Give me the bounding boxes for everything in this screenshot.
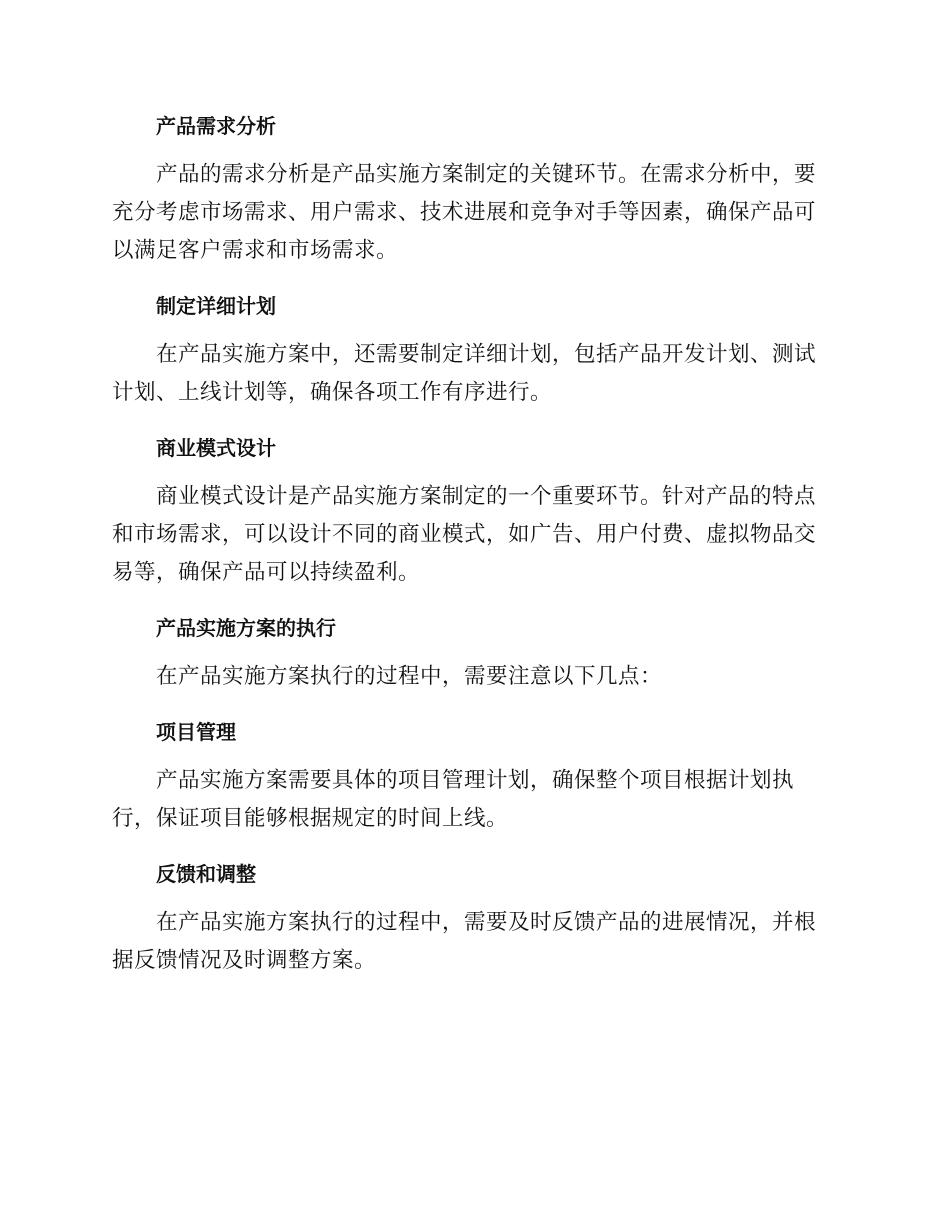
section-body-detailed-plan: 在产品实施方案中，还需要制定详细计划，包括产品开发计划、测试计划、上线计划等，确保各项工作有序进行。	[112, 342, 817, 405]
section-heading-business-model: 商业模式设计	[156, 436, 276, 460]
section-heading-project-management: 项目管理	[156, 720, 236, 744]
section-body-project-management: 产品实施方案需要具体的项目管理计划，确保整个项目根据计划执行，保证项目能够根据规定的时间上线。	[112, 768, 795, 831]
document-content	[112, 106, 832, 996]
section-heading-requirements: 产品需求分析	[156, 114, 276, 138]
section-body-execution: 在产品实施方案执行的过程中，需要注意以下几点：	[156, 664, 663, 689]
section-heading-feedback: 反馈和调整	[156, 862, 256, 886]
section-body-requirements: 产品的需求分析是产品实施方案制定的关键环节。在需求分析中，要充分考虑市场需求、用户需求、技术进展和竞争对手等因素，确保产品可以满足客户需求和市场需求。	[112, 162, 817, 263]
section-body-business-model: 商业模式设计是产品实施方案制定的一个重要环节。针对产品的特点和市场需求，可以设计不同的商业模式，如广告、用户付费、虚拟物品交易等，确保产品可以持续盈利。	[112, 484, 817, 585]
section-body-feedback: 在产品实施方案执行的过程中，需要及时反馈产品的进展情况，并根据反馈情况及时调整方案。	[112, 910, 817, 973]
section-heading-detailed-plan: 制定详细计划	[156, 294, 276, 318]
section-heading-execution: 产品实施方案的执行	[156, 616, 336, 640]
